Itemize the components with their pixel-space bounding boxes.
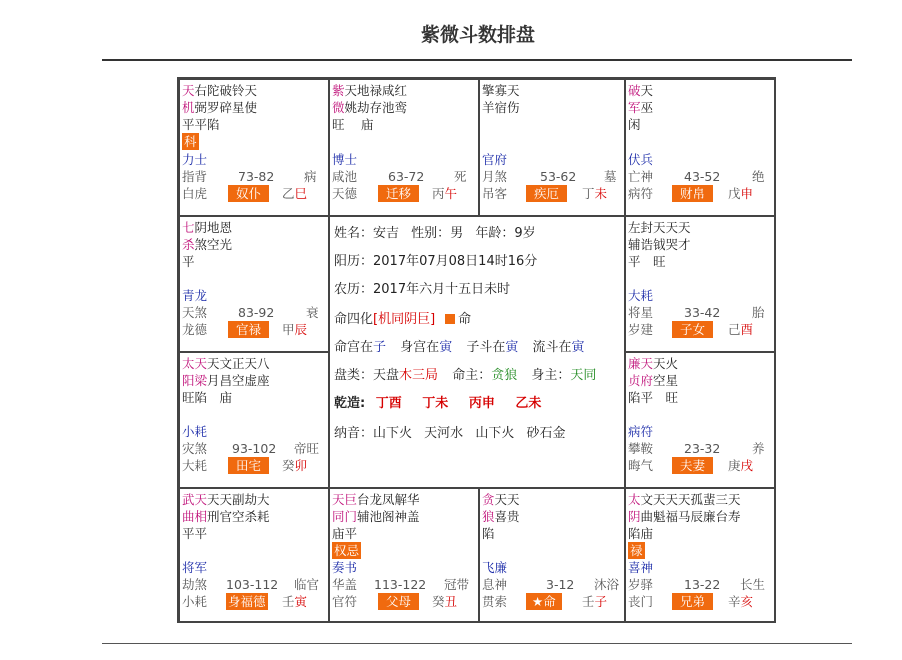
pillar-year: 丁酉 (375, 396, 402, 411)
minor-stars: 左封天天天 (628, 220, 691, 235)
brightness: 闲 (628, 117, 641, 132)
decade-range: 3-12 (546, 577, 575, 592)
palace-cell-xu (625, 352, 776, 488)
age-value: 9岁 (514, 226, 536, 241)
bazi-row (334, 395, 541, 412)
star-shensha: 攀鞍 (628, 441, 654, 456)
minor-stars: 天地禄咸红 (344, 83, 408, 98)
stem: 壬 (282, 594, 295, 609)
pillar-month: 丁未 (422, 396, 449, 411)
star-shensha: 大耗 (182, 458, 208, 473)
branch: 亥 (740, 594, 754, 609)
deity-name: 飞廉 (482, 560, 508, 575)
main-star: 太 (628, 492, 641, 507)
life-stage: 长生 (740, 577, 766, 592)
deity-name: 喜神 (628, 560, 654, 575)
sihua-label: 命四化 (334, 312, 374, 327)
bottom-divider (102, 643, 852, 644)
minor-stars: 台龙凤解华 (357, 492, 420, 507)
minor-stars: 天文正天八 (207, 356, 270, 371)
decade-range: 63-72 (388, 169, 425, 184)
branch: 午 (444, 186, 458, 201)
star-shensha: 指背 (182, 169, 208, 184)
palace-name[interactable]: 官禄 (228, 321, 269, 338)
palace-name[interactable]: 疾厄 (526, 185, 567, 202)
stem: 甲 (282, 322, 295, 337)
main-star: 同门 (332, 509, 358, 524)
deity-name: 官府 (482, 152, 508, 167)
minor-stars: 空星 (653, 373, 679, 388)
branch: 戌 (740, 458, 754, 473)
main-star: 廉天 (628, 356, 654, 371)
minor-stars: 巫 (640, 100, 654, 115)
age-label: 年龄： (475, 226, 515, 241)
deity-name: 博士 (332, 152, 358, 167)
brightness: 庙平 (332, 526, 358, 541)
palace-name[interactable]: ★命 (526, 593, 562, 610)
branch: 丑 (444, 594, 458, 609)
solar-label: 阳历： (334, 254, 374, 269)
main-star: 机 (182, 100, 195, 115)
minor-stars: 天 (640, 83, 654, 98)
palace-cell-hai (625, 488, 776, 623)
minor-stars: 天天副劫大 (207, 492, 270, 507)
solar-value: 2017年07月08日14时16分 (373, 254, 538, 269)
chart-board (177, 77, 776, 623)
qianzao-label: 乾造: (334, 396, 366, 411)
stem: 乙 (282, 186, 295, 201)
brightness: 陷庙 (628, 526, 654, 541)
brightness: 旺陷 庙 (182, 390, 233, 405)
main-star: 贪 (482, 492, 495, 507)
center-info-panel (329, 216, 625, 488)
star-shensha: 丧门 (628, 594, 654, 609)
shengong-value: 寅 (439, 340, 453, 355)
star-shensha: 岁建 (628, 322, 654, 337)
minor-stars: 煞空光 (194, 237, 233, 252)
life-stage: 冠带 (444, 577, 470, 592)
shengong-label: 身宫在 (400, 340, 440, 355)
pan-value-a: 天盘 (373, 368, 400, 383)
gender-value: 男 (450, 226, 464, 241)
lunar-date-row (334, 281, 510, 298)
branch: 未 (594, 186, 608, 201)
main-star: 微 (332, 100, 345, 115)
stem: 丙 (432, 186, 445, 201)
decade-range: 33-42 (684, 305, 721, 320)
nayin-label: 纳音： (334, 426, 374, 441)
decade-range: 113-122 (374, 577, 427, 592)
palace-name[interactable]: 父母 (378, 593, 419, 610)
minor-stars: 姚劫存池鸾 (344, 100, 408, 115)
mingzhu-label: 命主： (452, 368, 492, 383)
branch: 子 (594, 594, 608, 609)
deity-name: 病符 (628, 424, 654, 439)
liudou-label: 流斗在 (532, 340, 572, 355)
sihua-value: [机同阴巨] (373, 312, 436, 327)
nayin-hour: 砂石金 (526, 426, 566, 441)
star-shensha: 灾煞 (182, 441, 208, 456)
solar-date-row (334, 253, 537, 270)
sihua-row (334, 311, 471, 328)
life-stage: 病 (304, 169, 317, 184)
minor-stars: 阴地恩 (194, 220, 233, 235)
main-star: 七 (182, 220, 195, 235)
minor-stars: 羊宿伤 (482, 100, 520, 115)
nayin-row (334, 425, 566, 442)
decade-range: 83-92 (238, 305, 275, 320)
palace-name[interactable]: 迁移 (378, 185, 419, 202)
palace-cell-wei (479, 79, 625, 216)
minor-stars: 文天天天孤蜚三天 (640, 492, 741, 507)
brightness: 旺 庙 (332, 117, 374, 132)
life-stage: 沐浴 (594, 577, 620, 592)
star-shensha: 吊客 (482, 186, 508, 201)
brightness: 平平陷 (182, 117, 220, 132)
stem: 己 (728, 322, 741, 337)
life-stage: 衰 (306, 305, 319, 320)
minggong-label: 命宫在 (334, 340, 374, 355)
pan-value-b: 木三局 (399, 368, 439, 383)
sihua-badge: 禄 (630, 543, 643, 558)
palace-cell-chou (329, 488, 479, 623)
palace-name[interactable]: 田宅 (228, 457, 269, 474)
main-star: 天巨 (332, 492, 358, 507)
main-star: 军 (628, 100, 641, 115)
main-star: 武天 (182, 492, 208, 507)
sihua-badge: 科 (184, 134, 197, 149)
deity-name: 伏兵 (628, 152, 654, 167)
star-shensha: 官符 (332, 594, 358, 609)
star-shensha: 天德 (332, 186, 358, 201)
decade-range: 73-82 (238, 169, 275, 184)
star-shensha: 白虎 (182, 186, 208, 201)
nayin-year: 山下火 (373, 426, 413, 441)
main-star: 阴 (628, 509, 641, 524)
palace-cell-zi (479, 488, 625, 623)
decade-range: 103-112 (226, 577, 279, 592)
palace-cell-si (179, 79, 329, 216)
minor-stars: 右陀破铃天 (194, 83, 258, 98)
nayin-day: 山下火 (475, 426, 515, 441)
palace-cell-mao (179, 352, 329, 488)
stem: 壬 (582, 594, 595, 609)
brightness: 平 (182, 254, 195, 269)
palace-name[interactable]: 子女 (672, 321, 713, 338)
sihua-legend: 命 (458, 312, 472, 327)
palace-cell-chen (179, 216, 329, 352)
life-stage: 帝旺 (294, 441, 320, 456)
deity-name: 小耗 (182, 424, 208, 439)
main-star: 太天 (182, 356, 208, 371)
stem: 癸 (282, 458, 295, 473)
brightness: 平 旺 (628, 254, 666, 269)
branch: 巳 (294, 186, 308, 201)
deity-name: 将军 (182, 560, 208, 575)
minor-stars: 月昌空虚座 (207, 373, 270, 388)
palace-name[interactable]: 兄弟 (672, 593, 713, 610)
main-star: 紫 (332, 83, 345, 98)
minggong-value: 子 (373, 340, 387, 355)
life-stage: 墓 (604, 169, 617, 184)
star-shensha: 小耗 (182, 594, 208, 609)
minor-stars: 刑官空杀耗 (207, 509, 270, 524)
minor-stars: 曲魁福马辰廉台寿 (640, 509, 741, 524)
decade-range: 23-32 (684, 441, 721, 456)
star-shensha: 劫煞 (182, 577, 208, 592)
star-shensha: 月煞 (482, 169, 508, 184)
main-star: 贞府 (628, 373, 654, 388)
palace-cell-wu (329, 79, 479, 216)
branch: 酉 (740, 322, 754, 337)
decade-range: 43-52 (684, 169, 721, 184)
brightness: 陷平 旺 (628, 390, 679, 405)
life-stage: 死 (454, 169, 467, 184)
life-stage: 绝 (752, 169, 765, 184)
nayin-month: 天河水 (424, 426, 464, 441)
stem: 丁 (582, 186, 595, 201)
basic-info-row (334, 225, 536, 242)
branch: 辰 (294, 322, 308, 337)
lunar-value: 2017年六月十五日未时 (373, 282, 511, 297)
decade-range: 93-102 (232, 441, 277, 456)
decade-range: 13-22 (684, 577, 721, 592)
zidou-label: 子斗在 (466, 340, 506, 355)
pan-row (334, 367, 596, 384)
palace-cell-shen (625, 79, 776, 216)
liudou-value: 寅 (571, 340, 585, 355)
minor-stars: 天火 (653, 356, 679, 371)
stem: 戊 (728, 186, 741, 201)
main-star: 天 (182, 83, 195, 98)
life-stage: 胎 (752, 305, 765, 320)
palace-name[interactable]: 夫妻 (672, 457, 713, 474)
sihua-badge: 权忌 (334, 543, 360, 558)
name-label: 姓名： (334, 226, 374, 241)
star-shensha: 病符 (628, 186, 654, 201)
star-shensha: 龙德 (182, 322, 208, 337)
palace-location-row (334, 339, 585, 356)
palace-name[interactable]: 奴仆 (228, 185, 269, 202)
minor-stars: 喜贵 (494, 509, 520, 524)
deity-name: 青龙 (182, 288, 208, 303)
minor-stars: 天天 (494, 492, 520, 507)
star-shensha: 华盖 (332, 577, 358, 592)
life-stage: 养 (752, 441, 765, 456)
brightness: 平平 (182, 526, 208, 541)
main-star: 破 (628, 83, 641, 98)
star-shensha: 息神 (482, 577, 508, 592)
palace-name[interactable]: 财帛 (672, 185, 713, 202)
palace-name[interactable]: 身福德 (228, 594, 266, 609)
deity-name: 力士 (182, 152, 208, 167)
pillar-hour: 乙未 (515, 396, 542, 411)
main-star: 杀 (182, 237, 195, 252)
page-title: 紫微斗数排盘 (420, 24, 535, 46)
decade-range: 53-62 (540, 169, 577, 184)
palace-cell-yin (179, 488, 329, 623)
minor-stars: 辅诰钺哭才 (628, 237, 691, 252)
life-stage: 临官 (294, 577, 320, 592)
stem: 庚 (728, 458, 741, 473)
branch: 卯 (294, 458, 308, 473)
palace-cell-you (625, 216, 776, 352)
name-value: 安吉 (373, 226, 400, 241)
main-star: 阳梁 (182, 373, 208, 388)
mingzhu-value: 贪狼 (491, 368, 518, 383)
title-divider (102, 59, 852, 61)
minor-stars: 弼罗碎星使 (194, 100, 258, 115)
star-shensha: 亡神 (628, 169, 654, 184)
shenzhu-value: 天同 (570, 368, 597, 383)
branch: 寅 (294, 594, 308, 609)
deity-name: 大耗 (628, 288, 654, 303)
star-shensha: 晦气 (628, 458, 654, 473)
deity-name: 奏书 (332, 560, 358, 575)
pillar-day: 丙申 (468, 396, 495, 411)
gender-label: 性别： (411, 226, 451, 241)
main-star: 狼 (482, 509, 495, 524)
stem: 癸 (432, 594, 445, 609)
brightness: 陷 (482, 526, 495, 541)
star-shensha: 贯索 (482, 594, 508, 609)
star-shensha: 天煞 (182, 305, 208, 320)
zidou-value: 寅 (505, 340, 519, 355)
main-star: 曲相 (182, 509, 208, 524)
shenzhu-label: 身主： (531, 368, 571, 383)
star-shensha: 将星 (628, 305, 654, 320)
minor-stars: 辅池阁神盖 (357, 509, 420, 524)
branch: 申 (740, 186, 754, 201)
star-shensha: 咸池 (332, 169, 358, 184)
orange-square-icon (445, 314, 455, 324)
stem: 辛 (728, 594, 741, 609)
pan-label: 盘类： (334, 368, 374, 383)
minor-stars: 擎寡天 (482, 83, 520, 98)
lunar-label: 农历： (334, 282, 374, 297)
star-shensha: 岁驿 (628, 577, 654, 592)
